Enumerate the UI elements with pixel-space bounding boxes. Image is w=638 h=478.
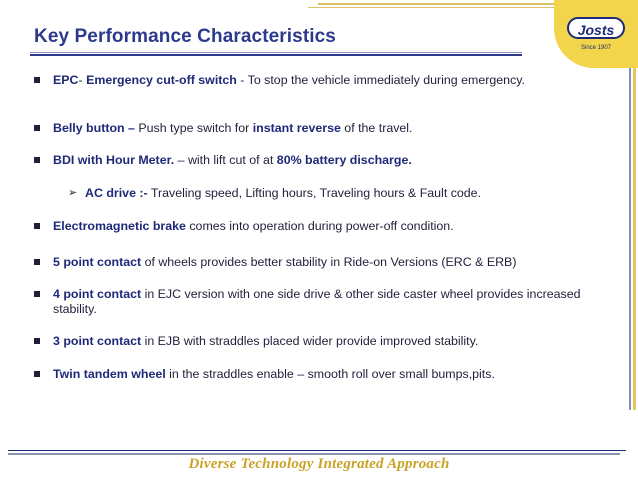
josts-logo	[554, 0, 638, 68]
title-underline-thin	[30, 52, 522, 53]
text-run: – with lift cut of at	[174, 153, 277, 167]
right-decor-bar	[633, 48, 636, 410]
top-decor-line-thin	[308, 7, 558, 8]
bold-text: AC drive :-	[85, 186, 148, 200]
list-item-text	[53, 121, 593, 136]
text-run: - To stop the vehicle immediately during emergency.	[236, 73, 525, 87]
title-underline	[30, 54, 522, 56]
bold-text: –	[124, 121, 139, 135]
square-bullet-icon	[34, 291, 40, 297]
text-run: Traveling speed, Lifting hours, Traveling hours & Fault code.	[147, 186, 482, 200]
arrow-bullet-icon: ➢	[68, 187, 78, 199]
text-run: comes into operation during power-off condition.	[185, 219, 454, 233]
square-bullet-icon	[34, 223, 40, 229]
footer-rule	[8, 450, 626, 451]
text-run: -	[78, 73, 87, 87]
footer-rule-thin	[8, 453, 620, 455]
list-item-text	[85, 186, 625, 201]
list-item-text	[53, 73, 593, 88]
list-item-text	[53, 153, 593, 168]
bold-text: 3 point contact	[53, 334, 142, 348]
list-item-text	[53, 334, 593, 349]
bold-text: 5 point contact	[53, 255, 142, 269]
list-item-text	[53, 287, 593, 317]
list-item-text	[53, 219, 593, 234]
square-bullet-icon	[34, 77, 40, 83]
logo-wordmark: Josts	[567, 17, 625, 39]
list-item-text	[53, 367, 593, 382]
bold-text: BDI with Hour Meter.	[53, 153, 175, 167]
text-run: in EJB with straddles placed wider provide improved stability.	[141, 334, 479, 348]
right-decor-line	[629, 60, 631, 410]
text-run: of the travel.	[340, 121, 413, 135]
square-bullet-icon	[34, 125, 40, 131]
square-bullet-icon	[34, 371, 40, 377]
text-run: of wheels provides better stability in Ride-on Versions (ERC & ERB)	[141, 255, 517, 269]
footer-tagline: Diverse Technology Integrated Approach	[188, 456, 450, 472]
text-run: in the straddles enable – smooth roll over small bumps,pits.	[165, 367, 495, 381]
logo-since-label: Since 1907	[580, 45, 612, 51]
square-bullet-icon	[34, 157, 40, 163]
bold-text: 80% battery discharge.	[276, 153, 412, 167]
bold-text: instant reverse	[252, 121, 341, 135]
bold-text: Electromagnetic brake	[53, 219, 186, 233]
list-item-text	[53, 255, 593, 270]
bold-text: 4 point contact	[53, 287, 142, 301]
bold-text: Belly button	[53, 121, 125, 135]
square-bullet-icon	[34, 338, 40, 344]
text-run: Push type switch for	[138, 121, 253, 135]
bold-text: Emergency cut-off switch	[86, 73, 237, 87]
page-title: Key Performance Characteristics	[34, 26, 336, 47]
bold-text: Twin tandem wheel	[53, 367, 166, 381]
bold-text: EPC	[53, 73, 79, 87]
text-run: in EJC version with one side drive & other side caster wheel provides increased stability.	[53, 287, 581, 316]
square-bullet-icon	[34, 259, 40, 265]
